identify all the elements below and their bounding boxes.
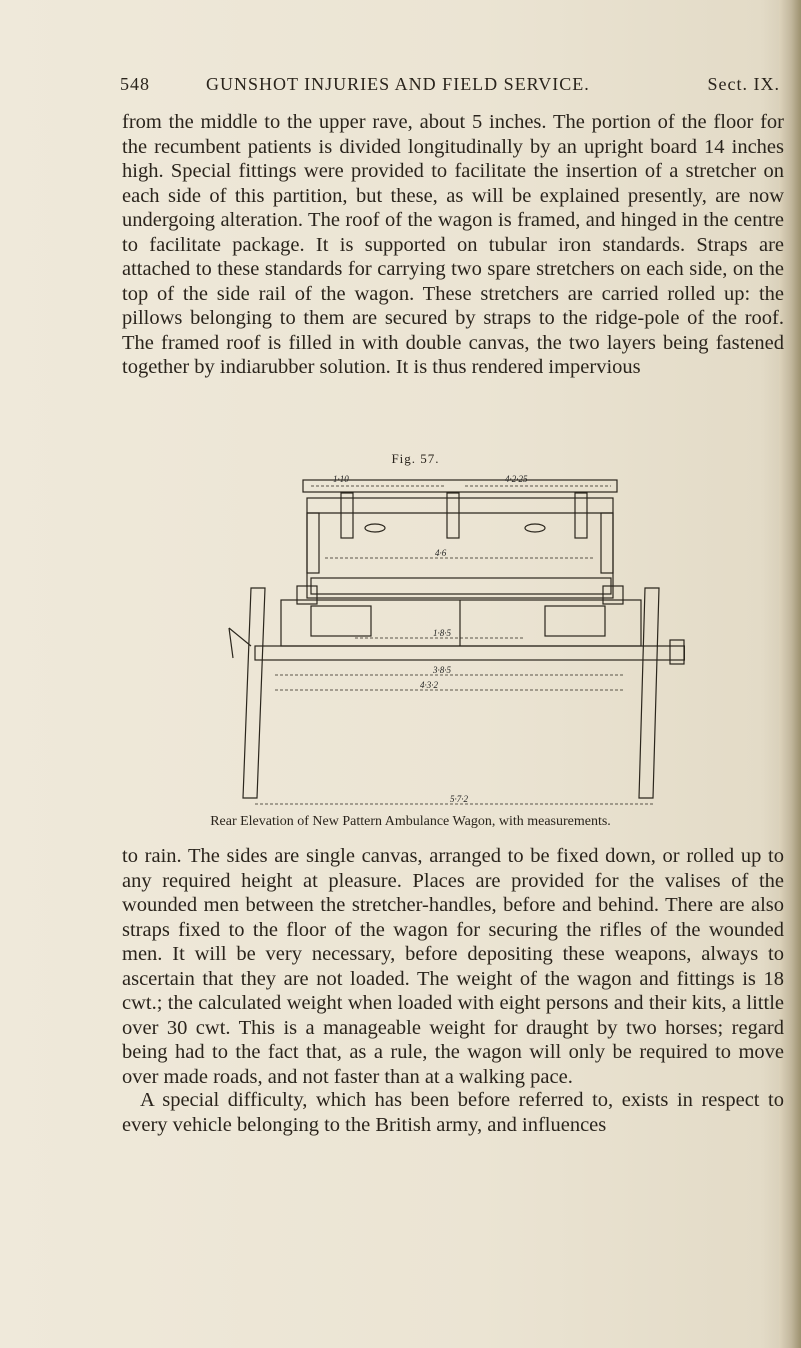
paragraph-1: from the middle to the upper rave, about 5 inches. The portion of the floor for the recumbent patients is divided longitudinally by an upright board 14 inches high. Special fittings were provided to facilitate the insertion of a stretcher on each side of this partition, but these, as will be explained presently, are now undergoing alteration. The roof of the wagon is framed, and hinged in the centre to facilitate package. It is supported on tubular iron standards. Straps are attached to these standards for carrying two spare stretchers on each side, on the top of the side rail of the wagon. These stretchers are carried rolled up: the pillows belonging to them are secured by straps to the ridge-pole of the roof. The framed roof is filled in with double canvas, the two layers being fastened together by indiarubber solution. It is thus rendered impervious xyxy=(122,111,784,378)
measure-overall: 5·7·2 xyxy=(450,794,468,804)
figure-caption: Rear Elevation of New Pattern Ambulance Wagon, with measurements. xyxy=(210,814,611,829)
rolled-stretcher-right xyxy=(525,524,545,532)
standard-right xyxy=(575,493,587,538)
measure-lower-inner: 1·8·5 xyxy=(433,628,451,638)
paragraph-2: to rain. The sides are single canvas, arranged to be fixed down, or rolled up to any required height at pleasure. Places are provided for the valises of the wounded men between the stretcher-handles, before and behind. There are also straps fixed to the floor of the wagon for securing the rifles of the wounded men. It will be very necessary, before depositing these weapons, always to ascertain that they are not loaded. The weight of the wagon and fittings is 18 cwt.; the calculated weight when loaded with eight persons and their kits, a little over 30 cwt. This is a manageable weight for draught by two horses; regard being had to the fact that, as a rule, the wagon will only be required to move over made roads, and not faster than at a walking pace. xyxy=(122,845,784,1088)
figure-label: Fig. 57. xyxy=(391,451,440,466)
standard-left xyxy=(341,493,353,538)
measure-track: 3·8·5 xyxy=(433,665,451,675)
running-head xyxy=(120,74,780,102)
page-number: 548 xyxy=(120,74,150,94)
running-head-title: GUNSHOT INJURIES AND FIELD SERVICE. xyxy=(206,74,590,94)
side-rail-left xyxy=(307,513,319,573)
rolled-stretcher-left xyxy=(365,524,385,532)
measure-upper-inner: 4·6 xyxy=(435,548,447,558)
measure-top-right: 4·2·25 xyxy=(505,474,528,484)
measure-axle: 4·3·2 xyxy=(420,680,438,690)
running-head-section: Sect. IX. xyxy=(707,74,780,94)
ambulance-wagon-diagram xyxy=(215,468,685,813)
upper-bench xyxy=(311,578,611,594)
standard-center xyxy=(447,493,459,538)
measure-top-left: 1·10 xyxy=(333,474,349,484)
side-rail-right xyxy=(601,513,613,573)
wheel-right xyxy=(639,588,659,798)
roof-frame xyxy=(303,480,617,492)
paragraph-3: A special difficulty, which has been before referred to, exists in respect to every vehicle belonging to the British army, and influences xyxy=(122,1089,784,1136)
axle-bed xyxy=(255,646,685,660)
floor-compartment xyxy=(281,600,641,646)
wheel-left xyxy=(243,588,265,798)
